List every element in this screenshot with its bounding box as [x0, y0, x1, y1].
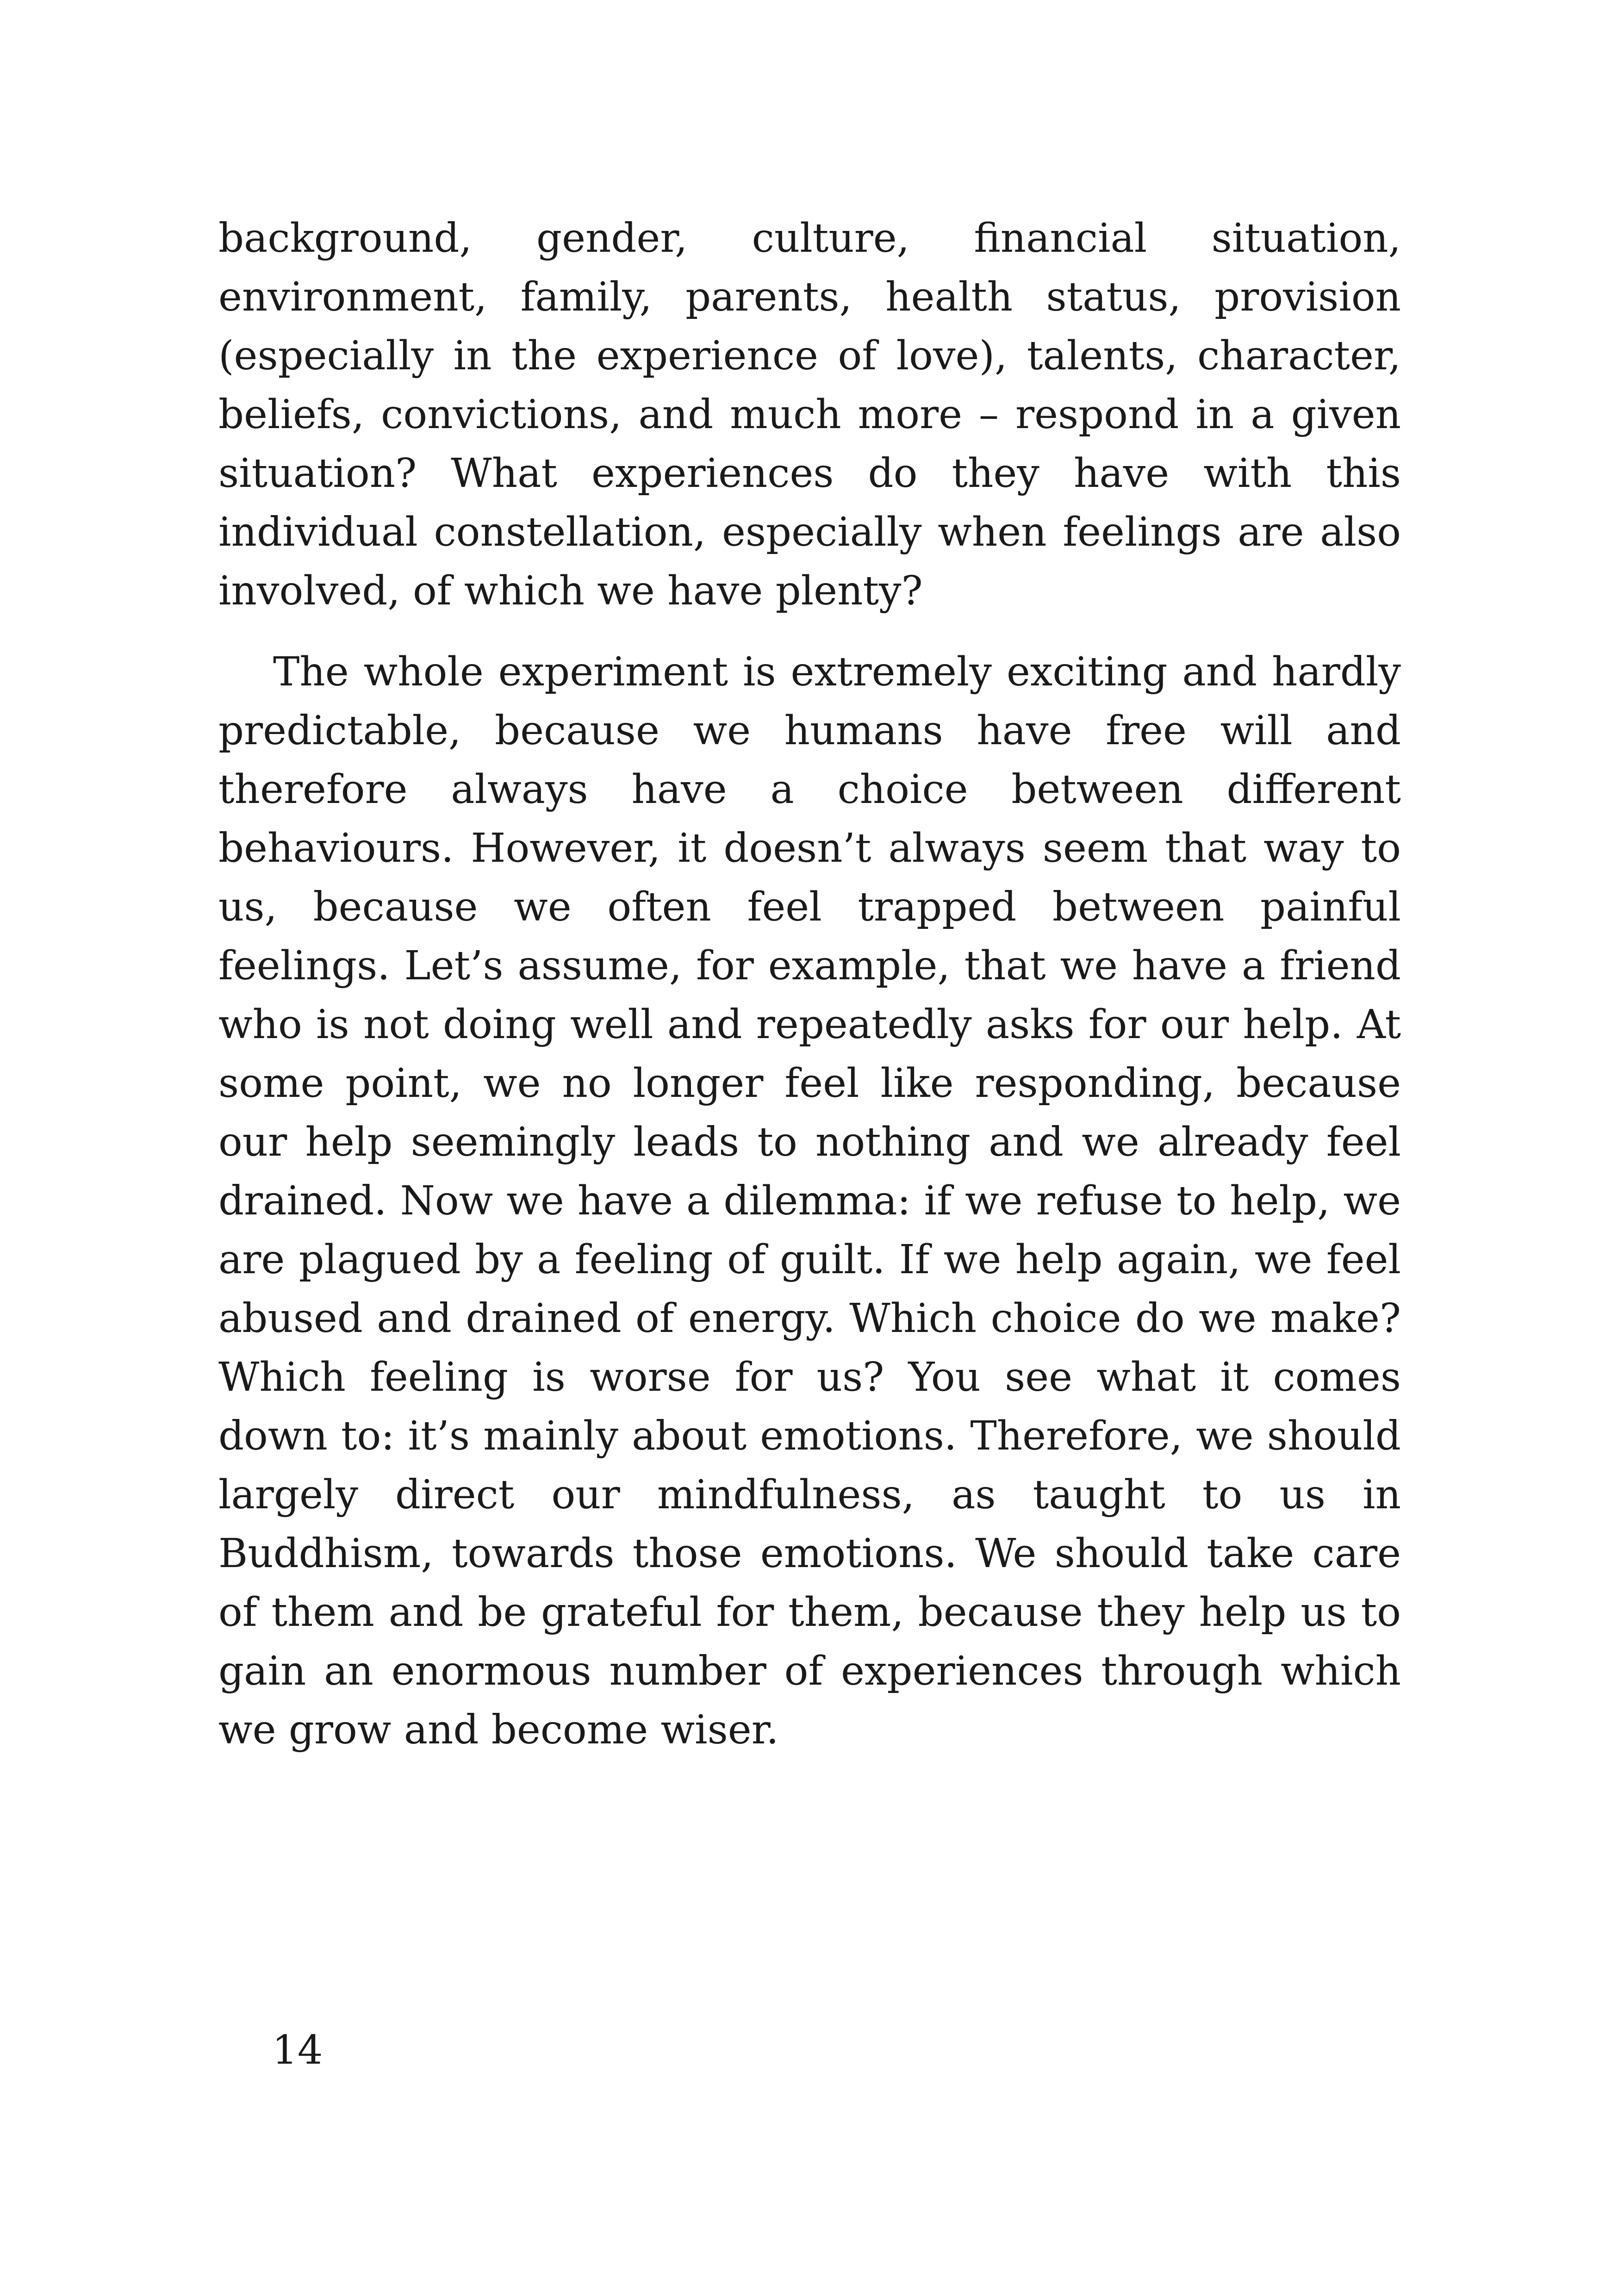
page-number: 14	[272, 2027, 323, 2073]
paragraph-continued: background, gender, culture, financial situation, environment, family, parents, health status, provision (especially in the experience of love), talents, character, beliefs, convictions, and much more – respond in a given situation? What experiences do they have with this individual constellation, especially when feelings are also involved, of which we have plenty?	[218, 215, 1401, 614]
body-text	[218, 209, 1401, 1760]
paragraph: The whole experiment is extremely exciting and hardly predictable, because we humans have free will and therefore always have a choice between different behaviours. However, it doesn’t always seem that way to us, because we often feel trapped between painful feelings. Let’s assume, for example, that we have a friend who is not doing well and repeatedly asks for our help. At some point, we no longer feel like responding, because our help seemingly leads to nothing and we already feel drained. Now we have a dilemma: if we refuse to help, we are plagued by a feeling of guilt. If we help again, we feel abused and drained of energy. Which choice do we make? Which feeling is worse for us? You see what it comes down to: it’s mainly about emotions. Therefore, we should largely direct our mindfulness, as taught to us in Buddhism, towards those emotions. We should take care of them and be grateful for them, because they help us to gain an enormous number of experiences through which we grow and become wiser.	[218, 649, 1401, 1753]
